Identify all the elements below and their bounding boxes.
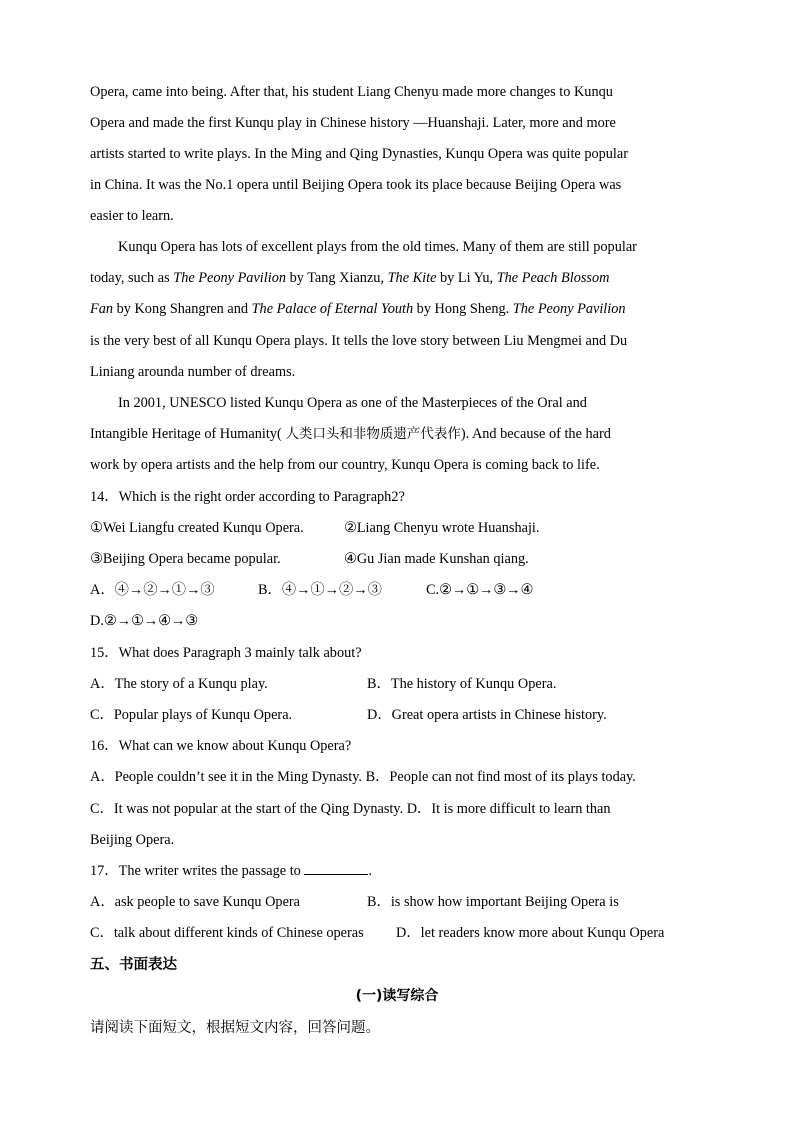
passage-line [90, 269, 702, 287]
option-row: A．People couldn’t see it in the Ming Dynasty. B．People can not find most of its plays today. [90, 769, 636, 785]
text: by Tang Xianzu, [286, 270, 388, 286]
option-b[interactable]: B．is show how important Beijing Opera is [367, 894, 619, 910]
section-instruction: 请阅读下面短文，根据短文内容，回答问题。 [90, 1020, 380, 1036]
passage-line: work by opera artists and the help from our country, Kunqu Opera is coming back to life. [90, 457, 600, 473]
option-row [90, 612, 702, 630]
text: today, such as [90, 270, 174, 286]
play-title: The Palace of Eternal Youth [251, 301, 414, 317]
option-a[interactable]: A．ask people to save Kunqu Opera [90, 894, 301, 910]
statement: ④Gu Jian made Kunshan qiang. [344, 551, 529, 567]
statement: ③Beijing Opera became popular. [90, 551, 281, 567]
section-title: 五、书面表达 [90, 957, 177, 973]
option-d[interactable]: D．Great opera artists in Chinese history. [367, 707, 607, 723]
option-b[interactable]: B．④→①→②→③ [258, 582, 382, 598]
play-title: The Peony Pavilion [512, 301, 626, 317]
answer-blank[interactable] [304, 862, 368, 875]
passage-line: is the very best of all Kunqu Opera plays. It tells the love story between Liu Mengmei and Du [90, 333, 628, 349]
passage-line: easier to learn. [90, 208, 174, 224]
play-title: The Peach Blossom [496, 270, 610, 286]
option-c[interactable]: C．Popular plays of Kunqu Opera. [90, 707, 293, 723]
passage-line: in China. It was the No.1 opera until Beijing Opera took its place because Beijing Opera was [90, 177, 622, 193]
play-title: The Kite [387, 270, 437, 286]
passage-line: Opera and made the first Kunqu play in Chinese history —Huanshaji. Later, more and more [90, 115, 616, 131]
passage-line: Kunqu Opera has lots of excellent plays from the old times. Many of them are still popular [118, 239, 637, 255]
option-row [90, 581, 702, 599]
option-c[interactable]: C.②→①→③→④ [426, 582, 534, 598]
option-d[interactable]: D.②→①→④→③ [90, 613, 199, 629]
section-subtitle: (一)读写综合 [355, 988, 439, 1004]
text: by Hong Sheng. [413, 301, 513, 317]
option-row [90, 893, 702, 911]
text: Intangible Heritage of Humanity( [90, 426, 286, 442]
option-row [90, 706, 702, 724]
passage-line: In 2001, UNESCO listed Kunqu Opera as one of the Masterpieces of the Oral and [118, 395, 587, 411]
option-a[interactable]: A．The story of a Kunqu play. [90, 676, 268, 692]
passage-line: Liniang arounda number of dreams. [90, 364, 296, 380]
text: 17．The writer writes the passage to [90, 863, 301, 879]
question-stem: 15．What does Paragraph 3 mainly talk about? [90, 645, 362, 661]
text: by Li Yu, [436, 270, 497, 286]
option-row: Beijing Opera. [90, 832, 175, 848]
option-c[interactable]: C．talk about different kinds of Chinese operas [90, 925, 364, 941]
question-stem [90, 862, 702, 880]
passage-line [90, 300, 702, 318]
statement: ①Wei Liangfu created Kunqu Opera. [90, 520, 304, 536]
text: . [368, 863, 372, 879]
text: ). And because of the hard [460, 426, 611, 442]
option-row: C．It was not popular at the start of the Qing Dynasty. D．It is more difficult to learn than [90, 801, 611, 817]
chinese-gloss: 人类口头和非物质遗产代表作 [285, 426, 461, 442]
question-stem: 14．Which is the right order according to Paragraph2? [90, 489, 405, 505]
option-d[interactable]: D．let readers know more about Kunqu Opera [396, 925, 665, 941]
option-row [90, 675, 702, 693]
play-title: The Peony Pavilion [173, 270, 287, 286]
statement-row [90, 519, 702, 537]
question-stem: 16．What can we know about Kunqu Opera? [90, 738, 352, 754]
play-title: Fan [90, 301, 114, 317]
option-row [90, 924, 702, 942]
statement-row [90, 550, 702, 568]
passage-line: artists started to write plays. In the Ming and Qing Dynasties, Kunqu Opera was quite popular [90, 146, 629, 162]
option-b[interactable]: B．The history of Kunqu Opera. [367, 676, 557, 692]
passage-line: Opera, came into being. After that, his student Liang Chenyu made more changes to Kunqu [90, 84, 613, 100]
passage-line [90, 425, 702, 443]
statement: ②Liang Chenyu wrote Huanshaji. [344, 520, 540, 536]
option-a[interactable]: A．④→②→①→③ [90, 582, 215, 598]
text: by Kong Shangren and [113, 301, 252, 317]
